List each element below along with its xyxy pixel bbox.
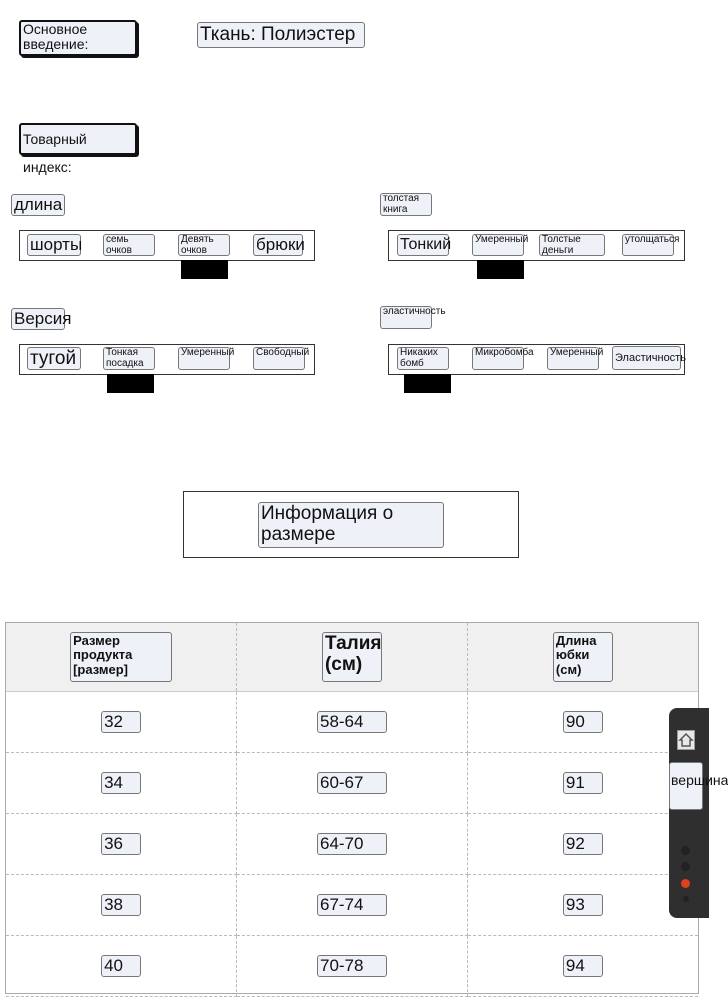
- fabric-label: Ткань: Полиэстер: [197, 22, 365, 48]
- thickness-title: толстая книга: [380, 193, 432, 216]
- size-cell: 36: [101, 833, 141, 855]
- version-selected-marker: [107, 374, 154, 393]
- indicator-dot-active: [681, 879, 690, 888]
- size-table-header-row: [6, 623, 698, 692]
- elasticity-option-moderate[interactable]: Умеренный: [547, 347, 599, 370]
- elasticity-option-none[interactable]: Никаких бомб: [397, 347, 449, 370]
- indicator-dot: [683, 896, 689, 902]
- back-to-top-button[interactable]: вершина: [669, 762, 703, 810]
- version-option-loose[interactable]: Свободный: [253, 347, 305, 370]
- waist-cell: 67-74: [317, 894, 387, 916]
- version-option-slim[interactable]: Тонкая посадка: [103, 347, 155, 370]
- size-cell: 34: [101, 772, 141, 794]
- index-label: Товарный индекс:: [19, 123, 137, 155]
- length-option-nine[interactable]: Девять очков: [178, 234, 230, 256]
- thickness-option-thick[interactable]: Толстые деньги: [539, 234, 605, 256]
- thickness-option-thin[interactable]: Тонкий: [397, 234, 449, 256]
- table-row: [6, 814, 698, 875]
- size-info-title: Информация о размере: [258, 502, 444, 548]
- length-option-seven[interactable]: семь очков: [103, 234, 155, 256]
- length-title: длина: [11, 194, 65, 216]
- length-cell: 94: [563, 955, 603, 977]
- indicator-dot: [681, 846, 690, 855]
- elasticity-selected-marker: [404, 374, 451, 393]
- size-cell: 38: [101, 894, 141, 916]
- length-option-shorts[interactable]: шорты: [27, 234, 81, 256]
- size-table: [5, 622, 699, 994]
- length-cell: 90: [563, 711, 603, 733]
- thickness-option-thicken[interactable]: утолщаться: [622, 234, 674, 256]
- floating-nav-panel: [669, 708, 728, 918]
- waist-cell: 58-64: [317, 711, 387, 733]
- length-selected-marker: [181, 260, 228, 279]
- version-option-tight[interactable]: тугой: [27, 347, 81, 370]
- version-option-moderate[interactable]: Умеренный: [178, 347, 230, 370]
- home-icon[interactable]: [677, 730, 695, 750]
- waist-cell: 64-70: [317, 833, 387, 855]
- table-row: [6, 936, 698, 997]
- table-row: [6, 753, 698, 814]
- header-waist: Талия (см): [322, 632, 382, 682]
- length-cell: 92: [563, 833, 603, 855]
- elasticity-option-elastic[interactable]: Эластичность: [612, 346, 681, 370]
- waist-cell: 70-78: [317, 955, 387, 977]
- size-table-header: [6, 623, 237, 692]
- intro-label: Основное введение:: [19, 20, 137, 56]
- version-title: Версия: [11, 308, 65, 330]
- header-product-size: Размер продукта [размер]: [70, 632, 172, 682]
- indicator-dot: [681, 862, 690, 871]
- thickness-option-moderate[interactable]: Умеренный: [472, 234, 524, 256]
- size-cell: 40: [101, 955, 141, 977]
- length-cell: 93: [563, 894, 603, 916]
- size-cell: 32: [101, 711, 141, 733]
- length-cell: 91: [563, 772, 603, 794]
- elasticity-option-micro[interactable]: Микробомба: [472, 347, 524, 370]
- elasticity-title: эластичность: [380, 306, 432, 329]
- table-row: [6, 875, 698, 936]
- waist-cell: 60-67: [317, 772, 387, 794]
- length-option-trousers[interactable]: брюки: [253, 234, 303, 256]
- size-table-header: [237, 623, 468, 692]
- thickness-selected-marker: [477, 260, 524, 279]
- size-table-header: [467, 623, 698, 692]
- header-skirt-length: Длина юбки (см): [553, 632, 613, 682]
- table-row: [6, 692, 698, 753]
